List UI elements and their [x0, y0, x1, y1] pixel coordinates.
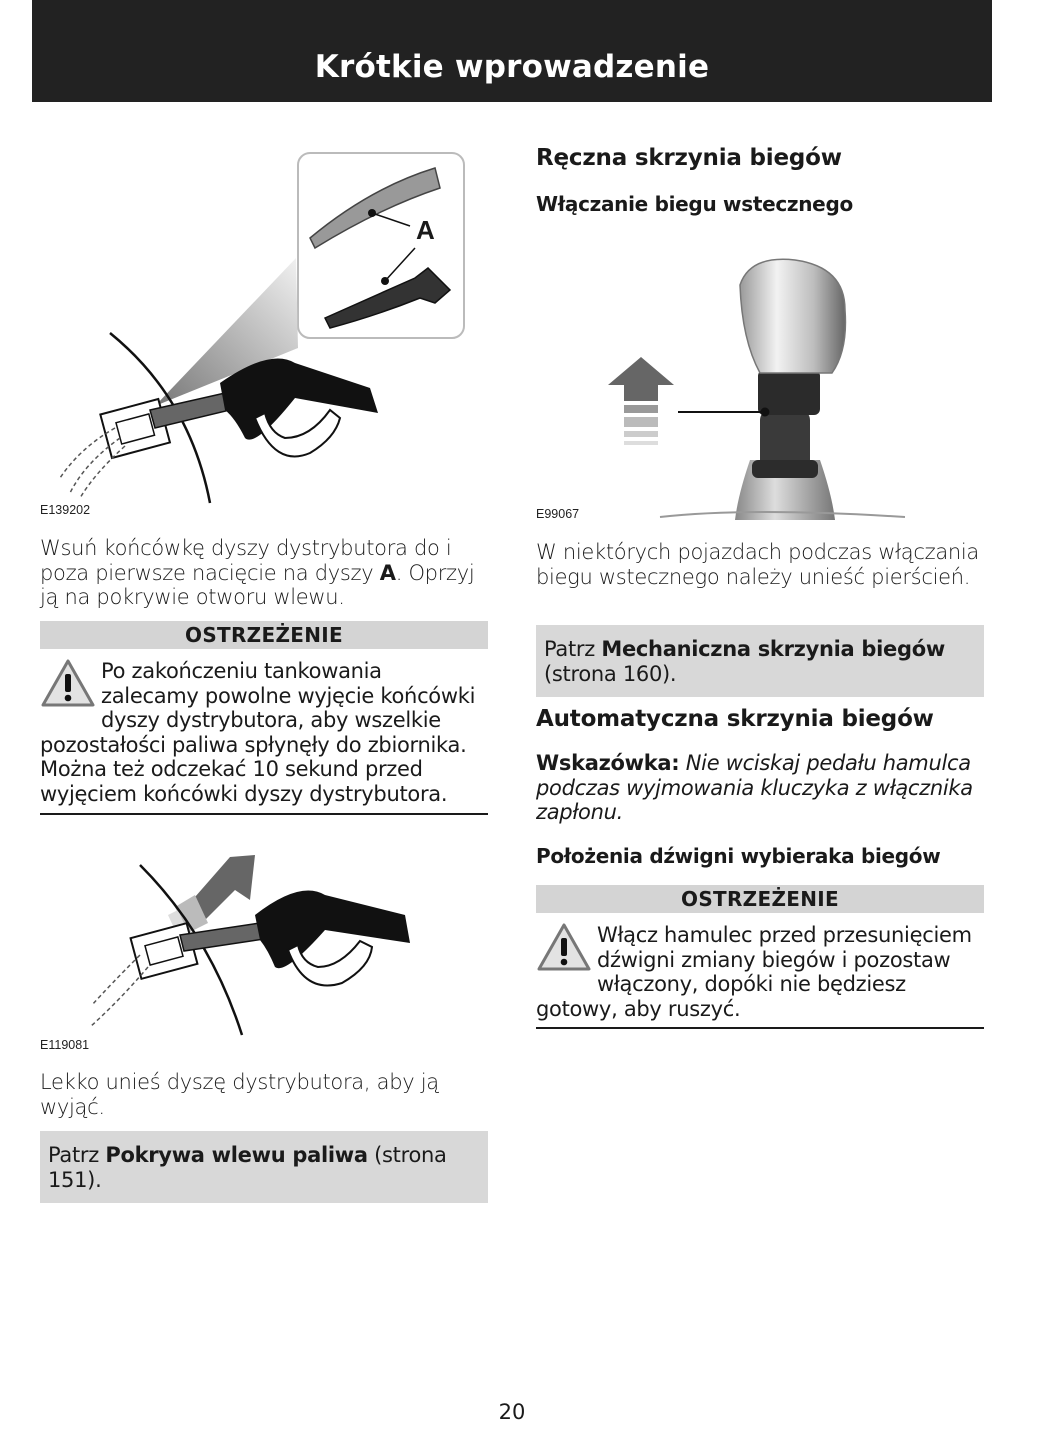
reference-fuel-flap: Patrz Pokrywa wlewu paliwa (strona 151). [40, 1131, 488, 1203]
section-heading-automatic: Automatyczna skrzynia biegów [536, 706, 934, 732]
reference-manual-gearbox: Patrz Mechaniczna skrzynia biegów (strona 160). [536, 625, 984, 697]
warning-heading: OSTRZEŻENIE [40, 621, 488, 649]
subheading-reverse: Włączanie biegu wstecznego [536, 192, 853, 216]
note-paragraph: Wskazówka: Nie wciskaj pedału hamulca podczas wyjmowania kluczyka z włącznika zapłonu. [536, 751, 973, 824]
header-bar [32, 0, 992, 102]
warning-text: Włącz hamulec przed przesunięciem dźwigni zmiany biegów i pozostaw włączony, dopóki nie będziesz gotowy, aby ruszyć. [536, 923, 972, 1021]
page-title: Krótkie wprowadzenie [314, 49, 710, 85]
nozzle-removal-illustration [80, 845, 420, 1040]
divider [40, 813, 488, 815]
nozzle-insertion-illustration [40, 148, 490, 508]
section-heading-manual: Ręczna skrzynia biegów [536, 145, 842, 171]
figure-code: E139202 [40, 503, 91, 517]
warning-heading: OSTRZEŻENIE [536, 885, 984, 913]
figure-code: E99067 [536, 507, 580, 521]
page-number: 20 [498, 1400, 526, 1424]
callout-label: A [416, 215, 435, 245]
divider [536, 1027, 984, 1029]
paragraph-reverse-ring: W niektórych pojazdach podczas włączania biegu wstecznego należy unieść pierścień. [536, 540, 979, 589]
subheading-selector-positions: Położenia dźwigni wybieraka biegów [536, 844, 941, 868]
gear-knob-illustration [600, 255, 920, 520]
figure-code: E119081 [40, 1038, 90, 1052]
warning-text: Po zakończeniu tankowania zalecamy powolne wyjęcie końcówki dyszy dystrybutora, aby wszelkie pozostałości paliwa spłynęły do zbiornika. Można też odczekać 10 sekund przed wyjęciem końcówki dyszy dystrybutora. [40, 659, 476, 806]
paragraph-lift-nozzle: Lekko unieś dyszę dystrybutora, aby ją wyjąć. [40, 1070, 439, 1119]
paragraph-insert-nozzle: Wsuń końcówkę dyszy dystrybutora do i poza pierwsze nacięcie na dyszy A. Oprzyj ją na pokrywie otworu wlewu. [40, 536, 475, 609]
